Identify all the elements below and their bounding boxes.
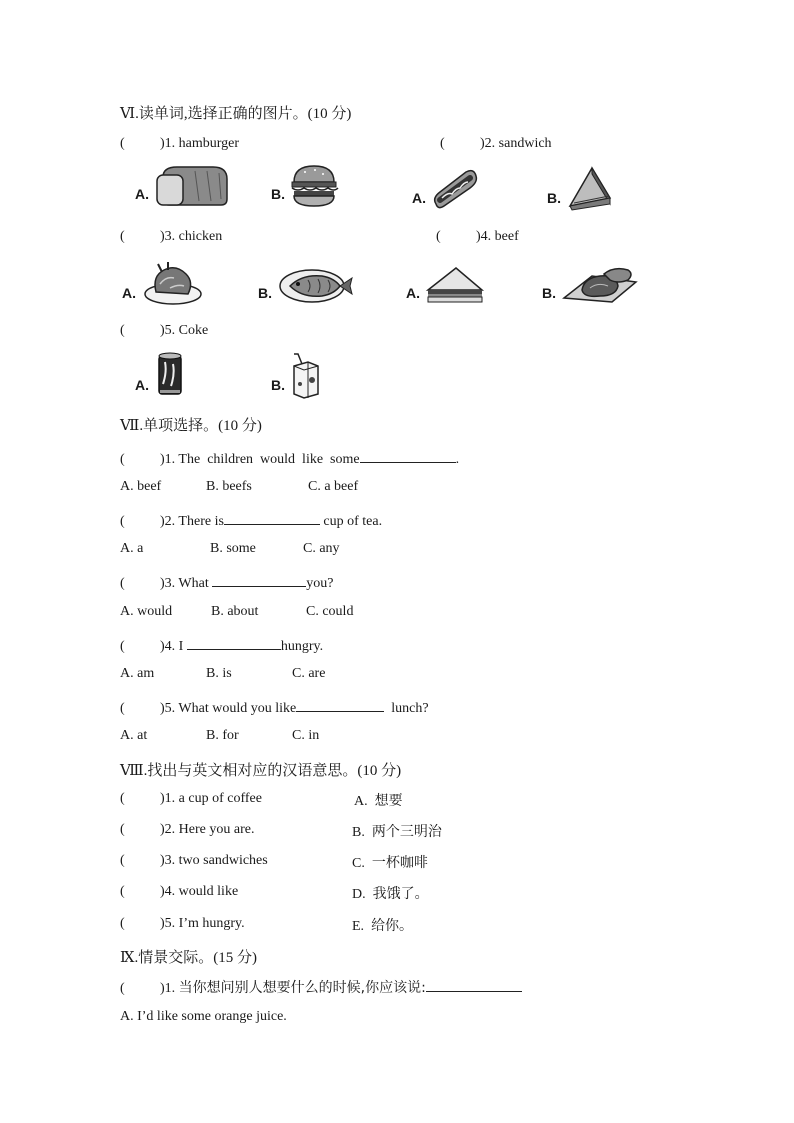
question-word: sandwich (498, 136, 552, 151)
english-phrase: a cup of coffee (178, 791, 262, 806)
question-number: )5. (160, 701, 176, 716)
match-row-5 (120, 916, 245, 932)
answer-paren[interactable]: ( (120, 452, 125, 467)
english-phrase: two sandwiches (178, 853, 268, 868)
question-7-1 (120, 448, 459, 468)
option-c: C. in (292, 728, 320, 743)
match-row-3 (120, 853, 268, 869)
option-a: A. beef (120, 479, 162, 494)
fish-dish-icon[interactable] (278, 264, 354, 304)
answer-blank[interactable] (224, 510, 320, 525)
answer-paren[interactable]: ( (120, 229, 125, 244)
question-number: )1. (160, 791, 176, 806)
question-number: )4. (160, 884, 176, 899)
question-6-3 (120, 229, 222, 245)
question-text: The children would like some (178, 452, 360, 467)
choice-letter: D. (352, 887, 366, 902)
question-7-2 (120, 510, 382, 530)
match-choice-c (352, 852, 428, 872)
chinese-meaning: 想要 (374, 793, 403, 809)
option-b: B. for (206, 728, 239, 743)
answer-paren[interactable]: ( (120, 323, 125, 338)
question-word: Coke (178, 323, 209, 338)
english-phrase: I’m hungry. (178, 916, 245, 931)
question-number: )2. (160, 514, 176, 529)
chinese-meaning: 我饿了。 (372, 886, 429, 902)
option-c: C. a beef (308, 479, 359, 494)
question-text-end: cup of tea. (319, 514, 383, 529)
question-text-end: you? (306, 576, 334, 591)
option-a: A. a (120, 541, 144, 556)
question-7-3 (120, 572, 333, 592)
choice-letter: B. (352, 825, 365, 840)
question-7-5 (120, 697, 429, 717)
question-number: )4. (476, 229, 492, 244)
option-b: B. some (210, 541, 256, 556)
question-word: hamburger (178, 136, 240, 151)
choice-letter: C. (352, 856, 365, 871)
question-number: )1. (160, 981, 176, 996)
answer-paren[interactable]: ( (120, 791, 125, 806)
question-text-end: hungry. (280, 639, 324, 654)
chinese-meaning: 给你。 (371, 918, 414, 934)
question-text: 当你想问别人想要什么的时候,你应该说: (178, 980, 426, 996)
sandwich-icon[interactable] (566, 166, 612, 210)
choice-letter: E. (352, 919, 365, 934)
answer-paren[interactable]: ( (120, 576, 125, 591)
match-choice-b (352, 821, 442, 841)
chinese-meaning: 一杯咖啡 (371, 855, 428, 871)
answer-paren[interactable]: ( (120, 916, 125, 931)
question-7-4 (120, 635, 323, 655)
english-phrase: would like (178, 884, 239, 899)
roast-chicken-icon[interactable] (142, 262, 204, 306)
option-a: A. would (120, 604, 173, 619)
answer-paren[interactable]: ( (120, 514, 125, 529)
answer-blank[interactable] (296, 697, 384, 712)
question-word: beef (494, 229, 519, 244)
question-number: )1. (160, 452, 176, 467)
answer-paren[interactable]: ( (120, 822, 125, 837)
option-b: B. is (206, 666, 232, 681)
option-c: C. are (292, 666, 326, 681)
question-word: chicken (178, 229, 223, 244)
question-text: What would you like (178, 701, 297, 716)
match-choice-e (352, 915, 413, 935)
option-a-label: A. (412, 190, 426, 206)
match-row-4 (120, 884, 238, 900)
section-7-title: Ⅶ.单项选择。(10 分) (120, 418, 262, 434)
chinese-meaning: 两个三明治 (371, 824, 442, 840)
coke-can-icon[interactable] (157, 352, 183, 396)
bread-loaf-icon[interactable] (155, 165, 230, 207)
option-a-label: A. (135, 377, 149, 393)
section-6-title: Ⅵ.读单词,选择正确的图片。(10 分) (120, 106, 352, 122)
hamburger-icon[interactable] (290, 164, 340, 208)
question-6-5 (120, 323, 208, 339)
question-number: )3. (160, 229, 176, 244)
question-9-1 (120, 977, 522, 997)
option-b: B. beefs (206, 479, 252, 494)
option-b: B. about (211, 604, 259, 619)
answer-paren[interactable]: ( (120, 701, 125, 716)
milk-box-icon[interactable] (290, 352, 322, 398)
question-number: )3. (160, 853, 176, 868)
question-number: )3. (160, 576, 176, 591)
answer-paren[interactable]: ( (120, 136, 125, 151)
section-8-title: Ⅷ.找出与英文相对应的汉语意思。(10 分) (120, 763, 402, 779)
option-b-label: B. (271, 186, 285, 202)
choice-letter: A. (354, 794, 368, 809)
hot-dog-icon[interactable] (430, 168, 480, 210)
sandwich-slice-icon[interactable] (426, 266, 484, 304)
match-choice-a (354, 790, 403, 810)
question-text: I (178, 639, 187, 654)
question-text: What (178, 576, 213, 591)
question-number: )5. (160, 916, 176, 931)
answer-paren[interactable]: ( (120, 981, 125, 996)
question-6-1 (120, 136, 239, 152)
english-phrase: Here you are. (178, 822, 255, 837)
option-a: A. am (120, 666, 155, 681)
match-row-1 (120, 791, 262, 807)
options-7-4 (120, 666, 326, 682)
question-6-4 (436, 229, 519, 245)
option-c: C. any (303, 541, 340, 556)
answer-blank[interactable] (187, 635, 281, 650)
option-b-label: B. (271, 377, 285, 393)
question-number: )4. (160, 639, 176, 654)
option-a-label: A. (406, 285, 420, 301)
option-a-label: A. (122, 285, 136, 301)
option-9-1-a: A. I’d like some orange juice. (120, 1009, 287, 1024)
question-number: )2. (480, 136, 496, 151)
question-6-2 (440, 136, 552, 152)
answer-paren[interactable]: ( (120, 639, 125, 654)
question-text-end: lunch? (384, 701, 429, 716)
beef-steak-icon[interactable] (562, 264, 638, 304)
option-a-label: A. (135, 186, 149, 202)
match-choice-d (352, 883, 429, 903)
option-b-label: B. (542, 285, 556, 301)
question-number: )5. (160, 323, 176, 338)
question-text-end: . (455, 452, 460, 467)
option-b-label: B. (258, 285, 272, 301)
options-7-5 (120, 728, 320, 744)
match-row-2 (120, 822, 254, 838)
question-text: There is (178, 514, 224, 529)
answer-blank[interactable] (360, 448, 456, 463)
answer-paren[interactable]: ( (436, 229, 441, 244)
option-b-label: B. (547, 190, 561, 206)
answer-paren[interactable]: ( (120, 853, 125, 868)
answer-paren[interactable]: ( (120, 884, 125, 899)
options-7-3 (120, 604, 354, 620)
answer-paren[interactable]: ( (440, 136, 445, 151)
answer-blank[interactable] (426, 977, 522, 992)
options-7-1 (120, 479, 359, 495)
question-number: )1. (160, 136, 176, 151)
question-number: )2. (160, 822, 176, 837)
section-9-title: Ⅸ.情景交际。(15 分) (120, 950, 257, 966)
option-a: A. at (120, 728, 148, 743)
answer-blank[interactable] (212, 572, 306, 587)
options-7-2 (120, 541, 340, 557)
option-c: C. could (306, 604, 354, 619)
